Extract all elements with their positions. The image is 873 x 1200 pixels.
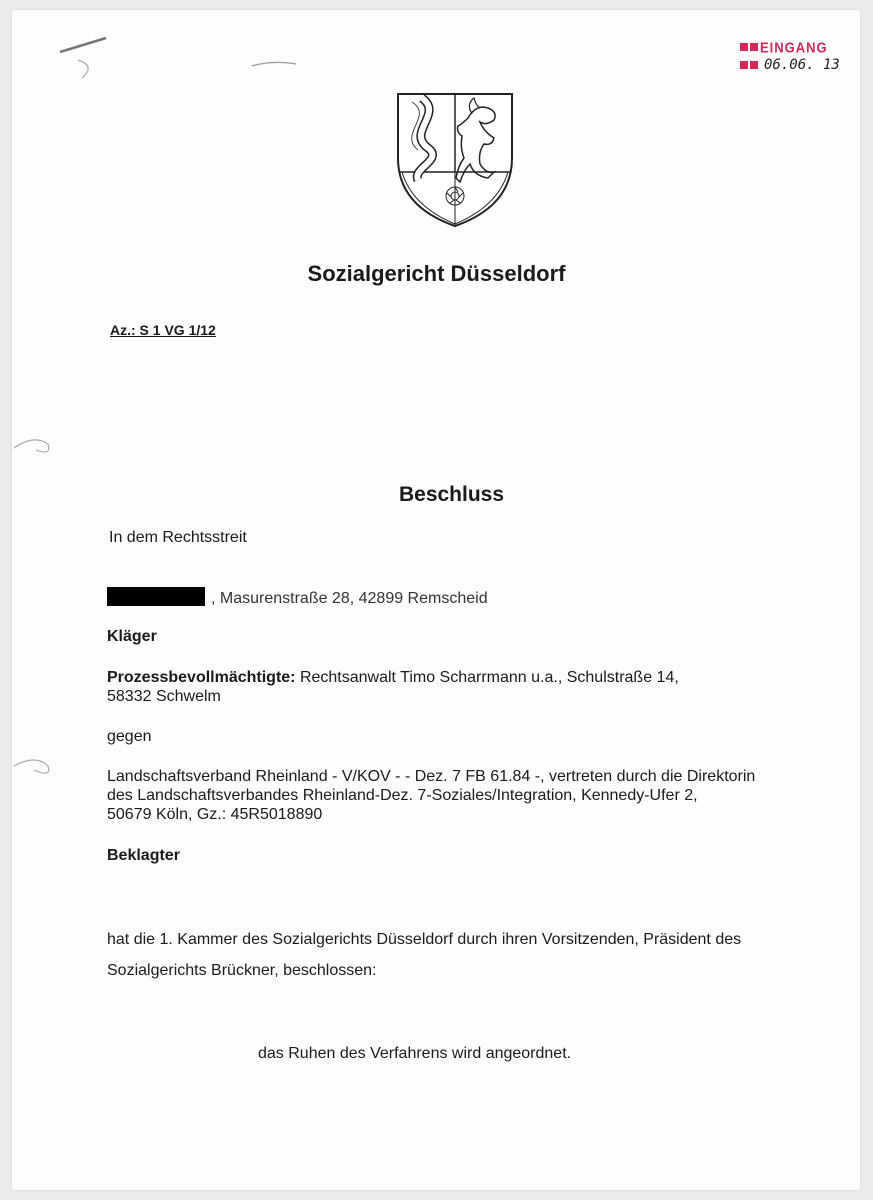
redaction-box <box>107 587 205 606</box>
decision-line1: hat die 1. Kammer des Sozialgerichts Düsseldorf durch ihren Vorsitzenden, Präsident des <box>107 931 742 948</box>
representative-label: Prozessbevollmächtigte: <box>107 669 296 686</box>
defendant-line2: des Landschaftsverbandes Rheinland-Dez. 7-Soziales/Integration, Kennedy-Ufer 2, <box>107 787 698 804</box>
stamp-label: EINGANG <box>760 38 828 56</box>
plaintiff-line <box>107 587 488 608</box>
document-title: Beschluss <box>398 483 505 506</box>
court-name: Sozialgericht Düsseldorf <box>307 261 566 286</box>
representative-line2: 58332 Schwelm <box>107 688 221 705</box>
decision-block <box>107 924 741 986</box>
representative-line1: Rechtsanwalt Timo Scharrmann u.a., Schulstraße 14, <box>295 669 679 686</box>
representative-block <box>107 668 679 706</box>
stamp-square-icon <box>740 61 748 69</box>
case-number: Az.: S 1 VG 1/12 <box>110 322 216 338</box>
plaintiff-address: , Masurenstraße 28, 42899 Remscheid <box>211 590 488 607</box>
ruling-text: das Ruhen des Verfahrens wird angeordnet. <box>258 1045 572 1062</box>
defendant-role: Beklagter <box>107 847 180 864</box>
defendant-block <box>107 767 755 824</box>
defendant-line3: 50679 Köln, Gz.: 45R5018890 <box>107 806 323 823</box>
stamp-square-icon <box>750 61 758 69</box>
decision-line2: Sozialgerichts Brückner, beschlossen: <box>107 962 377 979</box>
receipt-stamp <box>740 38 840 74</box>
stamp-square-icon <box>740 43 748 51</box>
nrw-coat-of-arms-icon <box>392 88 518 230</box>
plaintiff-role: Kläger <box>107 628 157 645</box>
defendant-line1: Landschaftsverband Rheinland - V/KOV - - Dez. 7 FB 61.84 -, vertreten durch die Direktorin <box>107 768 756 785</box>
stamp-date: 06.06. 13 <box>764 57 840 73</box>
intro-text: In dem Rechtsstreit <box>109 529 247 546</box>
stamp-square-icon <box>750 43 758 51</box>
versus-text: gegen <box>107 728 152 745</box>
